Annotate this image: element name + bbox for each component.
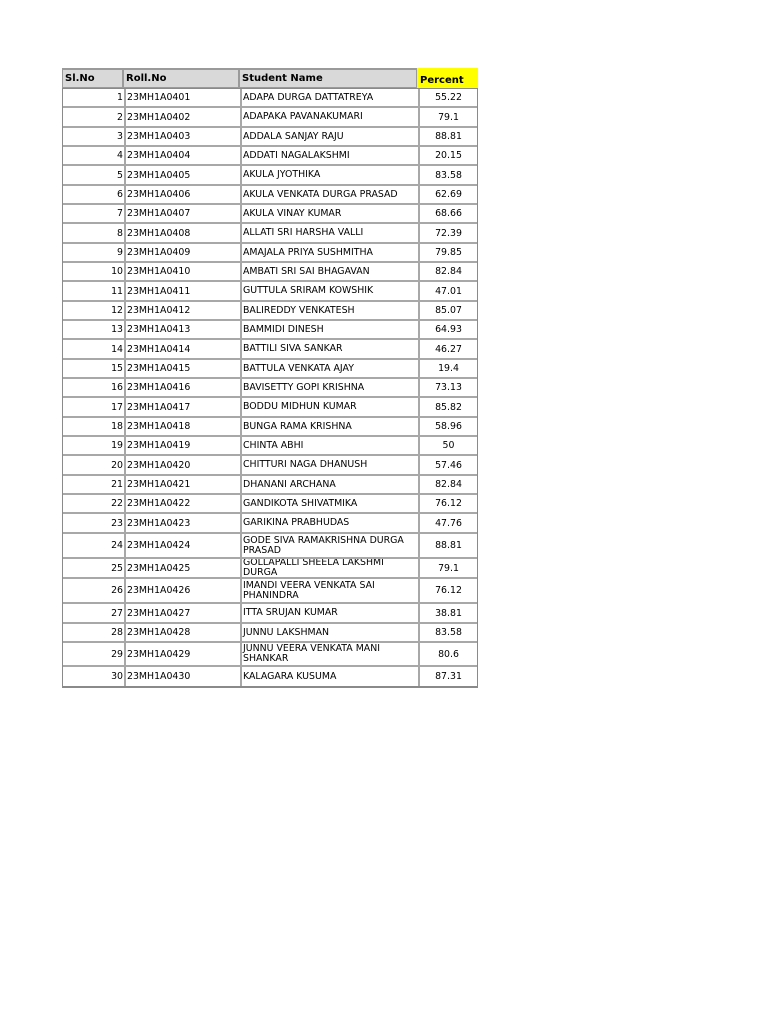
cell-roll-no: 23MH1A0417 [124, 398, 240, 416]
cell-sl-no: 7 [117, 208, 123, 219]
cell-percent: 83.58 [418, 624, 477, 641]
table-row [63, 495, 477, 514]
cell-student-name: AKULA VENKATA DURGA PRASAD [240, 186, 418, 203]
table-row [63, 579, 477, 604]
cell-roll-no: 23MH1A0412 [124, 302, 240, 319]
cell-percent: 47.01 [418, 282, 477, 300]
cell-student-name: JUNNU LAKSHMAN [240, 624, 418, 641]
header-percent: Percent [417, 68, 478, 88]
cell-student-name: GOLLAPALLI SHEELA LAKSHMI DURGA [240, 559, 418, 577]
cell-student-name: ADDALA SANJAY RAJU [240, 128, 418, 145]
cell-roll-no: 23MH1A0422 [124, 495, 240, 512]
cell-sl-no: 1 [117, 92, 123, 103]
table-row [63, 398, 477, 418]
cell-percent: 73.13 [418, 379, 477, 396]
cell-sl-no: 29 [111, 648, 123, 660]
cell-percent: 68.66 [418, 205, 477, 222]
cell-sl-no: 3 [117, 131, 123, 142]
cell-sl-no: 17 [111, 401, 123, 413]
cell-percent: 85.82 [418, 398, 477, 416]
cell-student-name: ALLATI SRI HARSHA VALLI [240, 224, 418, 242]
cell-sl-no: 19 [111, 440, 123, 451]
cell-roll-no: 23MH1A0419 [124, 437, 240, 454]
cell-sl-no: 25 [111, 562, 123, 574]
cell-roll-no: 23MH1A0430 [124, 667, 240, 686]
cell-percent: 62.69 [418, 186, 477, 203]
cell-sl-no: 6 [117, 189, 123, 200]
cell-student-name: BUNGA RAMA KRISHNA [240, 418, 418, 435]
table-row [63, 476, 477, 495]
cell-roll-no: 23MH1A0421 [124, 476, 240, 493]
table-row [63, 624, 477, 643]
table-row [63, 205, 477, 224]
cell-student-name: BATTULA VENKATA AJAY [240, 360, 418, 377]
cell-percent: 80.6 [418, 643, 477, 665]
cell-percent: 79.85 [418, 244, 477, 261]
cell-percent: 46.27 [418, 340, 477, 358]
table-row [63, 147, 477, 166]
cell-roll-no: 23MH1A0409 [124, 244, 240, 261]
cell-roll-no: 23MH1A0401 [124, 89, 240, 106]
cell-sl-no: 12 [111, 305, 123, 316]
cell-percent: 79.1 [418, 108, 477, 126]
cell-student-name: AMAJALA PRIYA SUSHMITHA [240, 244, 418, 261]
cell-student-name: ITTA SRUJAN KUMAR [240, 604, 418, 622]
cell-roll-no: 23MH1A0406 [124, 186, 240, 203]
cell-roll-no: 23MH1A0416 [124, 379, 240, 396]
cell-roll-no: 23MH1A0418 [124, 418, 240, 435]
cell-roll-no: 23MH1A0415 [124, 360, 240, 377]
cell-percent: 82.84 [418, 476, 477, 493]
table-row [63, 604, 477, 624]
cell-student-name: ADAPA DURGA DATTATREYA [240, 89, 418, 106]
table-row [63, 108, 477, 128]
cell-percent: 20.15 [418, 147, 477, 164]
cell-sl-no: 20 [111, 459, 123, 471]
cell-sl-no: 4 [117, 150, 123, 161]
cell-roll-no: 23MH1A0414 [124, 340, 240, 358]
cell-student-name: BATTILI SIVA SANKAR [240, 340, 418, 358]
table-row [63, 340, 477, 360]
cell-percent: 64.93 [418, 321, 477, 338]
table-row [63, 302, 477, 321]
cell-student-name: AKULA VINAY KUMAR [240, 205, 418, 222]
cell-roll-no: 23MH1A0404 [124, 147, 240, 164]
cell-sl-no: 26 [111, 585, 123, 596]
table-row [63, 263, 477, 282]
cell-sl-no: 14 [111, 343, 123, 355]
cell-sl-no: 5 [117, 169, 123, 181]
cell-sl-no: 9 [117, 247, 123, 258]
cell-roll-no: 23MH1A0425 [124, 559, 240, 577]
cell-roll-no: 23MH1A0423 [124, 514, 240, 532]
table-row [63, 418, 477, 437]
cell-roll-no: 23MH1A0413 [124, 321, 240, 338]
cell-percent: 83.58 [418, 166, 477, 184]
table-row [63, 186, 477, 205]
table-row [63, 360, 477, 379]
cell-student-name: IMANDI VEERA VENKATA SAI PHANINDRA [240, 579, 418, 602]
table-row [63, 437, 477, 456]
cell-sl-no: 30 [111, 671, 123, 682]
cell-student-name: CHINTA ABHI [240, 437, 418, 454]
table-row [63, 559, 477, 579]
cell-roll-no: 23MH1A0427 [124, 604, 240, 622]
cell-student-name: BALIREDDY VENKATESH [240, 302, 418, 319]
cell-percent: 87.31 [418, 667, 477, 686]
cell-student-name: GUTTULA SRIRAM KOWSHIK [240, 282, 418, 300]
table-row [63, 166, 477, 186]
cell-percent: 76.12 [418, 495, 477, 512]
table-row [63, 89, 477, 108]
cell-percent: 19.4 [418, 360, 477, 377]
cell-roll-no: 23MH1A0405 [124, 166, 240, 184]
table-row [63, 321, 477, 340]
cell-percent: 58.96 [418, 418, 477, 435]
table-row [63, 534, 477, 559]
table-row [63, 282, 477, 302]
cell-sl-no: 15 [111, 363, 123, 374]
table-row [63, 667, 477, 687]
cell-percent: 55.22 [418, 89, 477, 106]
cell-roll-no: 23MH1A0411 [124, 282, 240, 300]
cell-student-name: DHANANI ARCHANA [240, 476, 418, 493]
table-row [63, 643, 477, 667]
cell-percent: 50 [418, 437, 477, 454]
cell-percent: 82.84 [418, 263, 477, 280]
cell-sl-no: 21 [111, 479, 123, 490]
cell-student-name: ADAPAKA PAVANAKUMARI [240, 108, 418, 126]
cell-sl-no: 10 [111, 266, 123, 277]
cell-student-name: BAVISETTY GOPI KRISHNA [240, 379, 418, 396]
table-row [63, 128, 477, 147]
cell-percent: 47.76 [418, 514, 477, 532]
header-sl-no: Sl.No [62, 68, 123, 88]
cell-student-name: BODDU MIDHUN KUMAR [240, 398, 418, 416]
header-roll-no: Roll.No [123, 68, 239, 88]
cell-sl-no: 13 [111, 324, 123, 335]
cell-student-name: CHITTURI NAGA DHANUSH [240, 456, 418, 474]
cell-sl-no: 27 [111, 607, 123, 619]
cell-roll-no: 23MH1A0402 [124, 108, 240, 126]
cell-student-name: KALAGARA KUSUMA [240, 667, 418, 686]
table-body [62, 88, 478, 688]
cell-student-name: GARIKINA PRABHUDAS [240, 514, 418, 532]
cell-student-name: AKULA JYOTHIKA [240, 166, 418, 184]
cell-percent: 88.81 [418, 534, 477, 557]
cell-percent: 57.46 [418, 456, 477, 474]
table-row [63, 514, 477, 534]
cell-sl-no: 2 [117, 111, 123, 123]
cell-sl-no: 22 [111, 498, 123, 509]
cell-roll-no: 23MH1A0424 [124, 534, 240, 557]
table-header [62, 68, 478, 88]
cell-roll-no: 23MH1A0410 [124, 263, 240, 280]
results-table [62, 68, 478, 688]
cell-roll-no: 23MH1A0420 [124, 456, 240, 474]
cell-sl-no: 18 [111, 421, 123, 432]
table-row [63, 244, 477, 263]
cell-sl-no: 16 [111, 382, 123, 393]
cell-roll-no: 23MH1A0426 [124, 579, 240, 602]
cell-sl-no: 8 [117, 227, 123, 239]
cell-student-name: JUNNU VEERA VENKATA MANI SHANKAR [240, 643, 418, 665]
cell-percent: 88.81 [418, 128, 477, 145]
cell-roll-no: 23MH1A0407 [124, 205, 240, 222]
cell-roll-no: 23MH1A0403 [124, 128, 240, 145]
cell-percent: 76.12 [418, 579, 477, 602]
table-row [63, 224, 477, 244]
cell-student-name: BAMMIDI DINESH [240, 321, 418, 338]
cell-sl-no: 23 [111, 517, 123, 529]
cell-sl-no: 24 [111, 540, 123, 551]
cell-student-name: GODE SIVA RAMAKRISHNA DURGA PRASAD [240, 534, 418, 557]
cell-sl-no: 28 [111, 627, 123, 638]
cell-percent: 79.1 [418, 559, 477, 577]
cell-roll-no: 23MH1A0429 [124, 643, 240, 665]
cell-student-name: ADDATI NAGALAKSHMI [240, 147, 418, 164]
table-row [63, 379, 477, 398]
cell-student-name: AMBATI SRI SAI BHAGAVAN [240, 263, 418, 280]
cell-sl-no: 11 [111, 285, 123, 297]
cell-roll-no: 23MH1A0408 [124, 224, 240, 242]
cell-student-name: GANDIKOTA SHIVATMIKA [240, 495, 418, 512]
cell-roll-no: 23MH1A0428 [124, 624, 240, 641]
cell-percent: 38.81 [418, 604, 477, 622]
table-row [63, 456, 477, 476]
cell-percent: 72.39 [418, 224, 477, 242]
header-student-name: Student Name [239, 68, 417, 88]
cell-percent: 85.07 [418, 302, 477, 319]
